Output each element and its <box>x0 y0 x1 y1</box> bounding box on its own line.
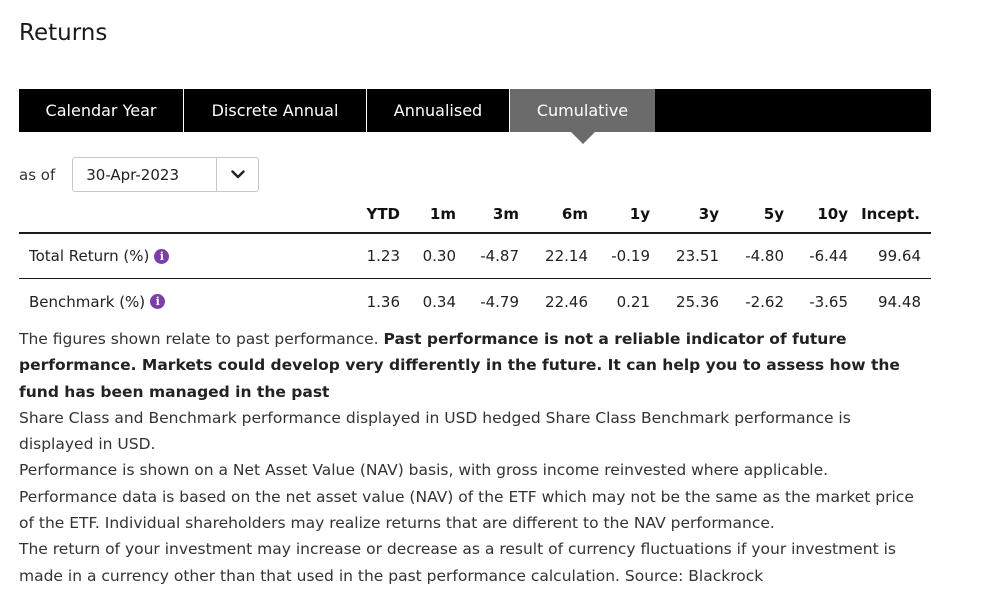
table-cell: 1.36 <box>366 292 400 311</box>
performance-tabs <box>19 89 931 132</box>
column-header-ytd: YTD <box>366 205 400 223</box>
table-cell: 0.34 <box>422 292 456 311</box>
table-cell: 1.23 <box>366 247 400 265</box>
table-cell: 0.21 <box>616 292 650 311</box>
tab-annualised[interactable] <box>367 89 510 132</box>
tab-label: Discrete Annual <box>211 101 339 120</box>
table-cell: 0.30 <box>422 247 456 265</box>
table-cell: -4.80 <box>745 247 784 265</box>
table-cell: -0.19 <box>611 247 650 265</box>
table-cell: -4.87 <box>480 247 519 265</box>
tab-cumulative[interactable] <box>510 89 655 132</box>
disclaimer-intro: The figures shown relate to past performance. <box>19 330 384 348</box>
disclaimer-bold-warning: Past performance is not a reliable indicator of future performance. Markets could develop very differently in the future. It can help you to assess how the fund has been managed in the past <box>19 330 900 401</box>
as-of-row <box>19 157 259 192</box>
table-cell: -6.44 <box>809 247 848 265</box>
disclaimer-nav-data-note: Performance data is based on the net asset value (NAV) of the ETF which may not be the same as the market price of the ETF. Individual shareholders may realize returns that are different to the NAV performance. <box>19 487 914 533</box>
table-cell: 23.51 <box>676 247 719 265</box>
row-label: Total Return (%) <box>29 247 150 265</box>
tab-label: Cumulative <box>536 101 629 120</box>
disclaimer-currency-note: The return of your investment may increase or decrease as a result of currency fluctuations if your investment is made in a currency other than that used in the past performance calculation. Source: Blackrock <box>19 540 896 585</box>
table-header-row <box>19 196 931 234</box>
disclaimer-nav-basis-note: Performance is shown on a Net Asset Value (NAV) basis, with gross income reinvested where applicable. <box>19 461 829 480</box>
table-cell: 25.36 <box>676 292 719 311</box>
table-row-benchmark <box>19 279 931 324</box>
column-header-3y: 3y <box>698 205 719 223</box>
column-header-5y: 5y <box>763 205 784 223</box>
row-label: Benchmark (%) <box>29 292 146 311</box>
as-of-label: as of <box>19 165 56 184</box>
row-label-cell <box>19 293 360 311</box>
table-cell: 22.46 <box>545 292 588 311</box>
info-icon[interactable]: i <box>150 294 165 309</box>
performance-table <box>19 196 931 324</box>
tab-label: Calendar Year <box>45 101 157 120</box>
row-label-cell <box>19 247 360 265</box>
chevron-down-icon[interactable] <box>216 158 258 191</box>
column-header-6m: 6m <box>561 205 588 223</box>
page-title: Returns <box>19 20 108 46</box>
date-select[interactable] <box>72 157 259 192</box>
tab-calendar-year[interactable] <box>19 89 184 132</box>
table-cell: 22.14 <box>545 247 588 265</box>
column-header-1m: 1m <box>429 205 456 223</box>
disclaimer-paragraph <box>19 326 924 405</box>
table-cell: -2.62 <box>745 292 784 311</box>
table-cell: 94.48 <box>878 292 921 311</box>
date-select-value: 30-Apr-2023 <box>86 165 179 184</box>
tab-label: Annualised <box>393 101 483 120</box>
table-cell: -4.79 <box>480 292 519 311</box>
column-header-1y: 1y <box>629 205 650 223</box>
performance-disclaimer <box>19 326 924 589</box>
tab-discrete-annual[interactable] <box>184 89 367 132</box>
table-row-total-return <box>19 234 931 279</box>
table-cell: 99.64 <box>878 247 921 265</box>
column-header-inception: Incept. <box>861 205 920 223</box>
disclaimer-share-class-note: Share Class and Benchmark performance displayed in USD hedged Share Class Benchmark performance is displayed in USD. <box>19 408 851 454</box>
column-header-3m: 3m <box>492 205 519 223</box>
table-cell: -3.65 <box>809 292 848 311</box>
active-tab-caret <box>571 132 595 144</box>
info-icon[interactable]: i <box>154 249 169 264</box>
column-header-10y: 10y <box>817 205 848 223</box>
